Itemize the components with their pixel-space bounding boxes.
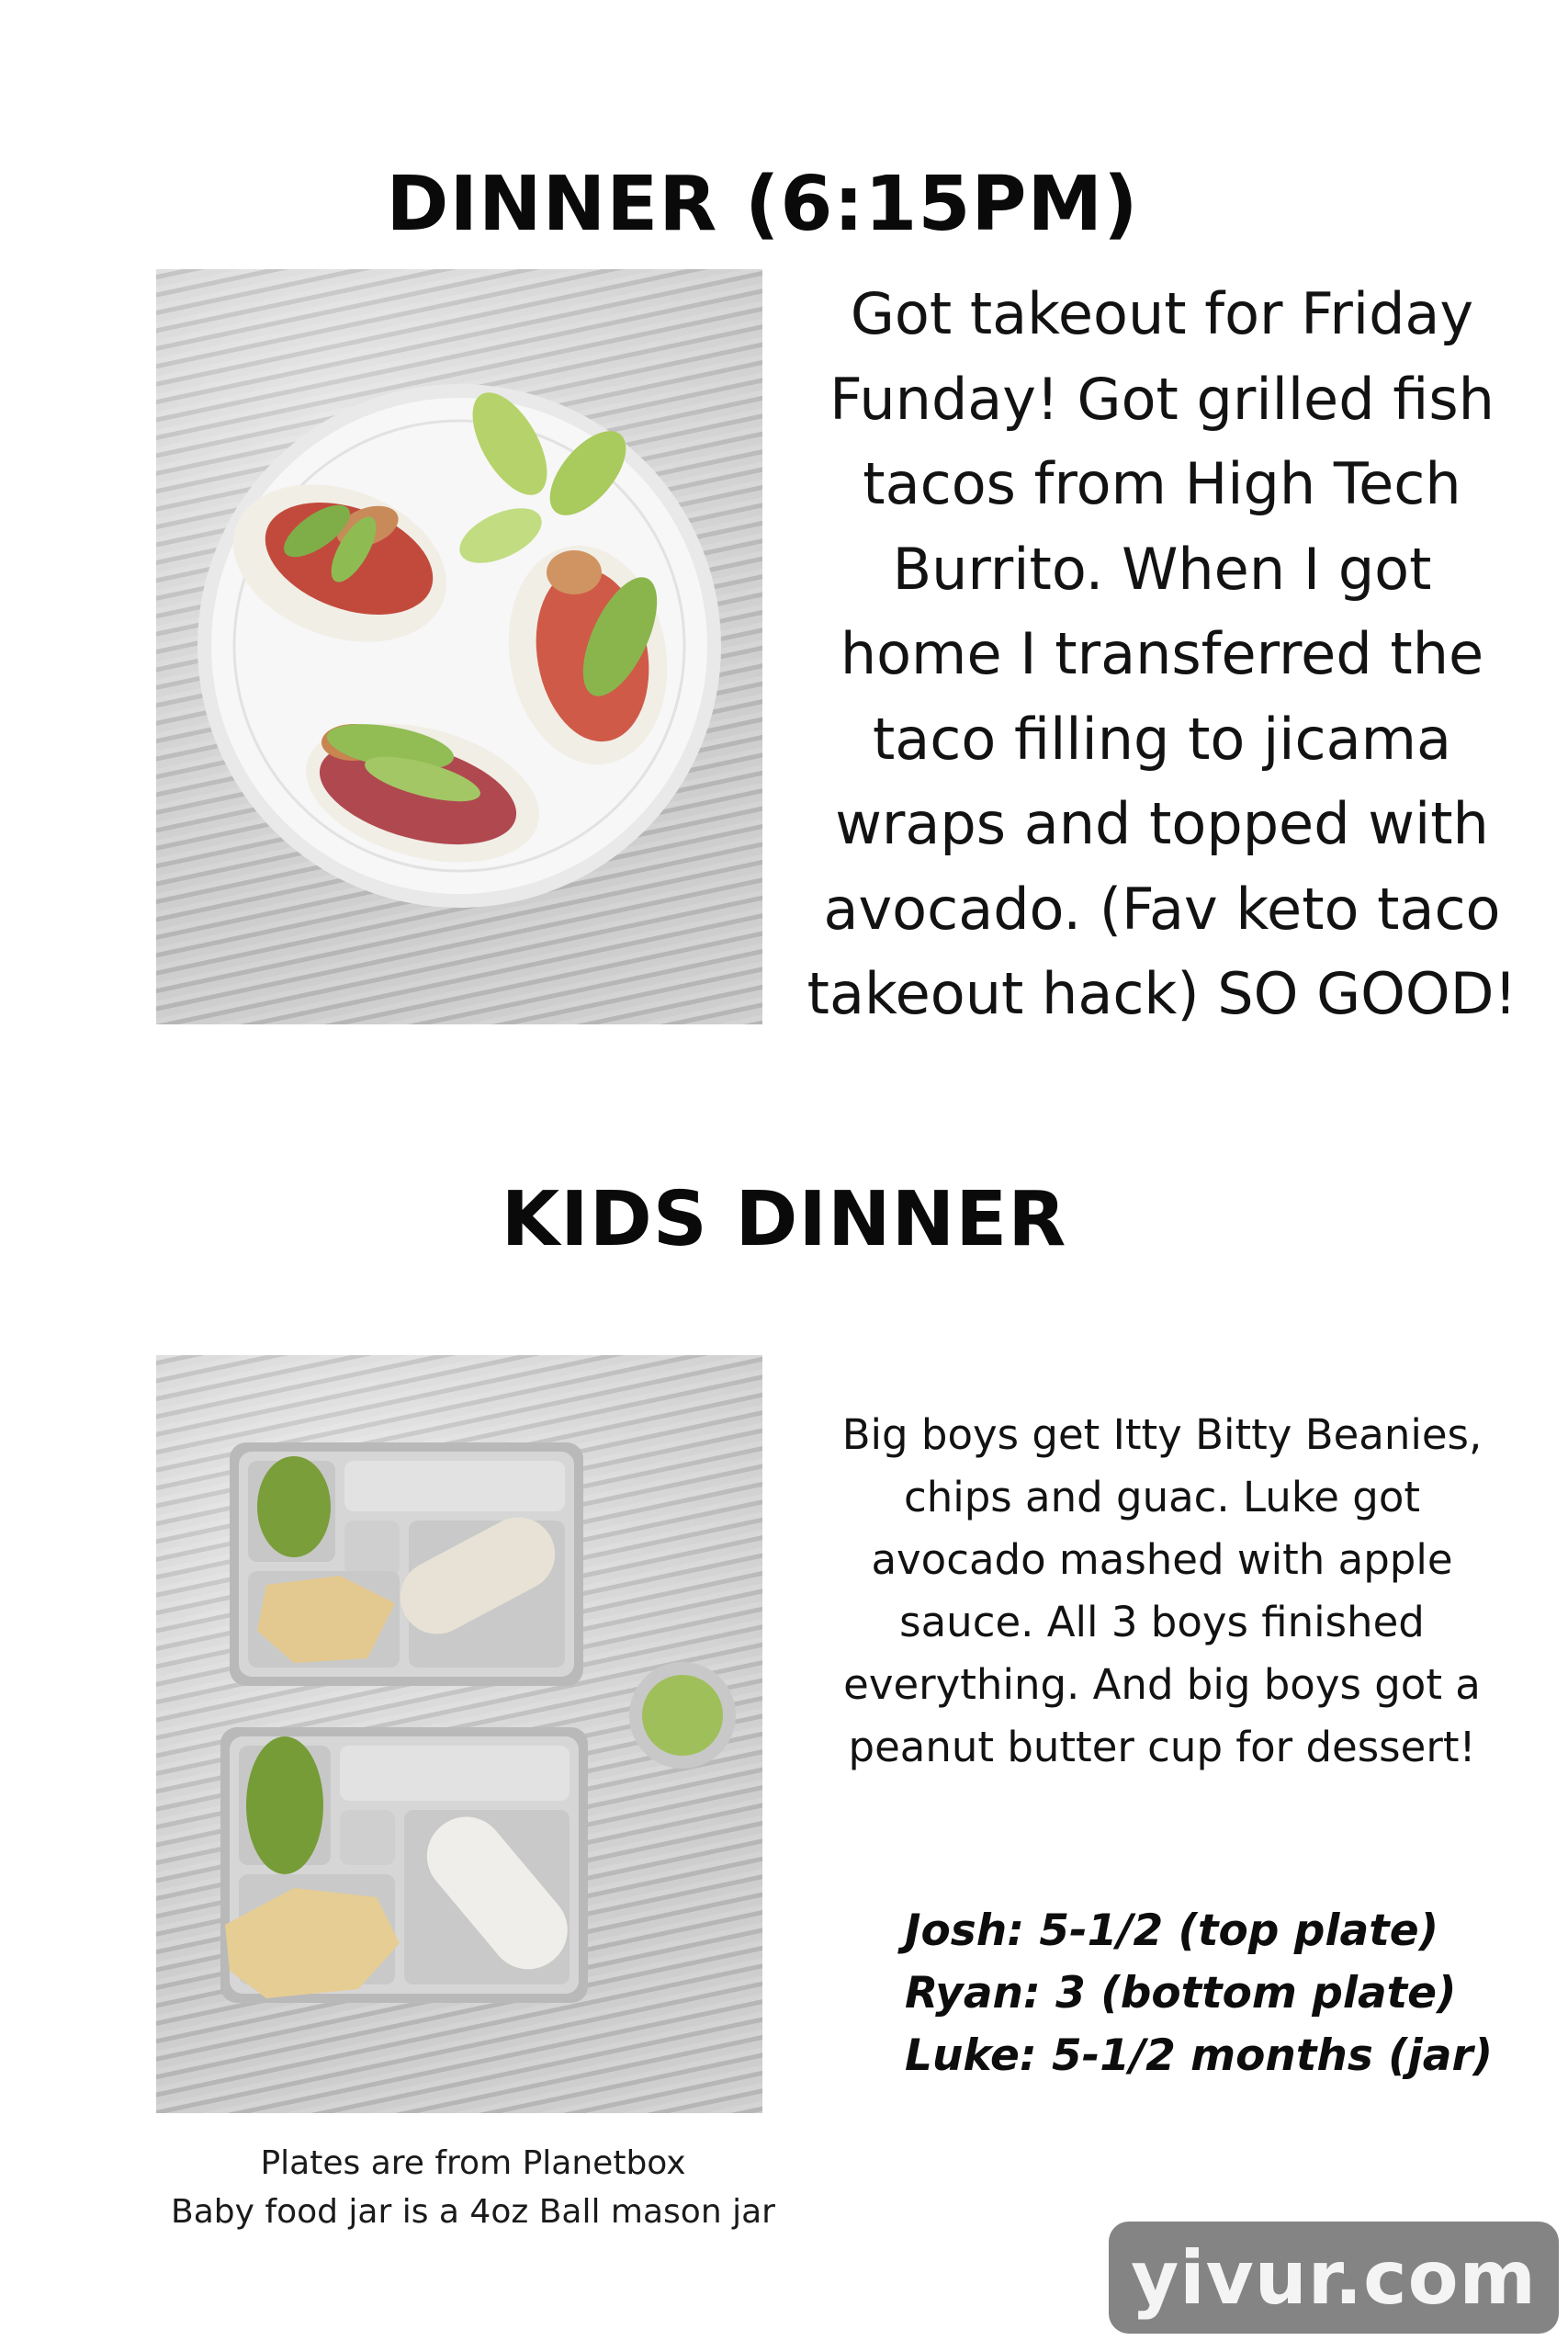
age-josh: Josh: 5-1/2 (top plate) <box>905 1905 1439 1956</box>
kids-dinner-heading: KIDS DINNER <box>501 1176 1067 1263</box>
dinner-line: avocado. (Fav keto taco <box>823 875 1501 943</box>
kids-line: Big boys get Itty Bitty Beanies, <box>841 1410 1483 1459</box>
dinner-line: taco filling to jicama <box>873 705 1451 773</box>
dinner-line: takeout hack) SO GOOD! <box>807 960 1517 1027</box>
watermark-badge <box>1109 2222 1559 2334</box>
fish-tacos-photo <box>156 269 762 1024</box>
caption-line: Baby food jar is a 4oz Ball mason jar <box>171 2193 775 2231</box>
kids-line: chips and guac. Luke got <box>903 1473 1421 1521</box>
kids-line: sauce. All 3 boys finished <box>899 1598 1425 1646</box>
dinner-line: wraps and topped with <box>835 790 1489 857</box>
dinner-line: tacos from High Tech <box>863 450 1461 517</box>
kids-line: peanut butter cup for dessert! <box>848 1723 1476 1771</box>
dinner-line: Burrito. When I got <box>892 535 1432 603</box>
dinner-description <box>790 272 1534 1037</box>
kids-line: everything. And big boys got a <box>843 1660 1481 1709</box>
age-luke: Luke: 5-1/2 months (jar) <box>905 2030 1494 2081</box>
dinner-line: Got takeout for Friday <box>850 280 1474 347</box>
kids-dinner-description <box>808 1404 1516 1779</box>
dinner-line: home I transferred the <box>840 620 1484 687</box>
caption-line: Plates are from Planetbox <box>260 2144 686 2182</box>
age-ryan: Ryan: 3 (bottom plate) <box>905 1968 1457 2018</box>
dinner-line: Funday! Got grilled fish <box>829 365 1495 433</box>
dinner-heading: DINNER (6:15PM) <box>386 161 1139 248</box>
kids-plates-photo <box>156 1355 762 2113</box>
kids-line: avocado mashed with apple <box>871 1535 1453 1584</box>
photo-caption <box>138 2139 808 2236</box>
watermark-text: yivur.com <box>1131 2234 1537 2321</box>
kids-ages-list <box>905 1900 1548 2087</box>
